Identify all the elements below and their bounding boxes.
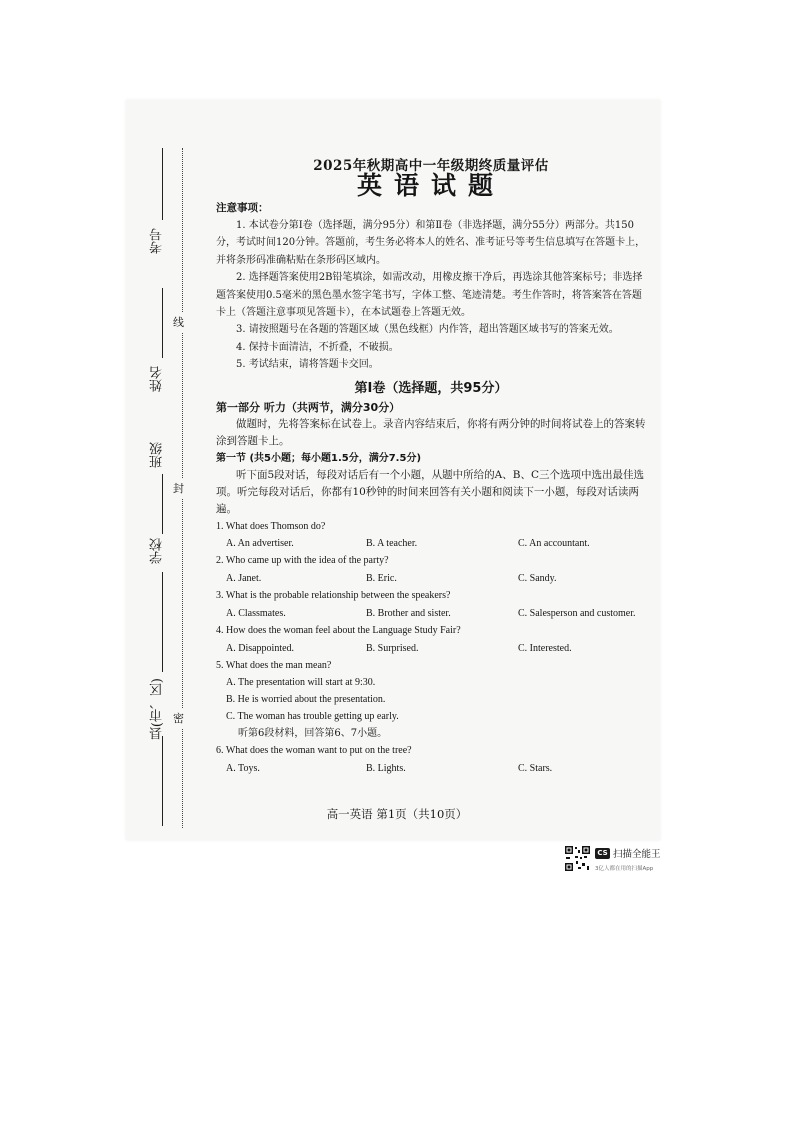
question-options (216, 640, 646, 657)
name-field[interactable] (140, 288, 172, 418)
seal-char-line: 线 (173, 312, 184, 332)
option-a: A. Classmates. (226, 607, 286, 619)
note-item: 1. 本试卷分第Ⅰ卷（选择题，满分95分）和第Ⅱ卷（非选择题，满分55分）两部分。共150分，考试时间120分钟。答题前，考生务必将本人的姓名、准考证号等考生信息填写在答题卡上，并将条形码准确粘贴在条形码区域内。 (216, 220, 646, 266)
option-b: B. He is worried about the presentation. (226, 694, 386, 706)
option-c: C. The woman has trouble getting up early. (226, 711, 399, 723)
part-title: 第一部分 听力（共两节，满分30分） (216, 400, 401, 414)
seal-char-secret: 密 (173, 708, 184, 728)
option-c: C. An accountant. (518, 538, 590, 550)
subsection-instruction: 听下面5段对话，每段对话后有一个小题，从题中所给的A、B、C三个选项中选出最佳选项。听完每段对话后，你都有10秒钟的时间来回答有关小题和阅读下一小题，每段对话读两遍。 (216, 468, 645, 515)
option-a: A. The presentation will start at 9:30. (226, 677, 376, 689)
name-label: 姓名 (150, 366, 165, 392)
section2-instruction: 听第6段材料，回答第6、7小题。 (238, 728, 388, 740)
note-item: 2. 选择题答案使用2B铅笔填涂，如需改动，用橡皮擦干净后，再选涂其他答案标号；非选择题答案使用0.5毫米的黑色墨水签字笔书写，字体工整、笔迹清楚。考生作答时，将答案答在答题卡上（答题注意事项见答题卡），在本试题卷上答题无效。 (216, 272, 643, 319)
school-field[interactable] (140, 538, 172, 688)
subject-title: 英语试题 (356, 171, 505, 200)
option-a: A. Toys. (226, 762, 260, 774)
notes-heading: 注意事项： (216, 202, 269, 214)
question-options (216, 760, 646, 777)
question-stem: 6. What does the woman want to put on the tree? (216, 745, 412, 757)
note-item: 5. 考试结束，请将答题卡交回。 (236, 359, 379, 371)
qr-code-icon (564, 845, 591, 872)
class-blank[interactable] (162, 474, 163, 534)
option-c: C. Interested. (518, 642, 572, 654)
option-b: B. Surprised. (366, 642, 419, 654)
exam-title: 2025年秋期高中一年级期终质量评估 (313, 158, 549, 174)
subsection-title: 第一节 (共5小题；每小题1.5分，满分7.5分) (216, 452, 422, 464)
option-b: B. Brother and sister. (366, 607, 451, 619)
cs-logo: CS (595, 848, 610, 859)
question-stem: 1. What does Thomson do? (216, 520, 326, 532)
question-stem: 2. Who came up with the idea of the party? (216, 555, 389, 567)
county-label: 县(市、区) (150, 678, 165, 741)
option-b: B. Lights. (366, 762, 406, 774)
option-b: B. A teacher. (366, 538, 418, 550)
question-options (216, 570, 646, 587)
class-field[interactable] (140, 428, 172, 548)
scanner-tagline: 3亿人都在用的扫描App (595, 866, 654, 872)
option-c: C. Sandy. (518, 572, 557, 584)
section-title: 第Ⅰ卷（选择题，共95分） (354, 380, 508, 396)
school-blank[interactable] (162, 572, 163, 672)
option-a: A. Janet. (226, 572, 262, 584)
exam-number-field[interactable] (140, 148, 172, 268)
question-options (216, 535, 646, 552)
option-a: A. Disappointed. (226, 642, 295, 654)
option-b: B. Eric. (366, 572, 397, 584)
binding-margin (140, 148, 196, 828)
note-item: 4. 保持卡面清洁，不折叠，不破损。 (236, 341, 399, 353)
option-a: A. An advertiser. (226, 538, 294, 550)
page-footer: 高一英语 第1页（共10页） (326, 807, 468, 821)
question-stem: 3. What is the probable relationship between the speakers? (216, 590, 451, 602)
note-item: 3. 请按照题号在各题的答题区域（黑色线框）内作答，超出答题区域书写的答案无效。 (236, 324, 619, 336)
scanner-app-name: 扫描全能王 (613, 849, 661, 860)
exam-content (216, 158, 646, 777)
school-label: 学校 (150, 538, 165, 564)
exam-number-blank[interactable] (162, 148, 163, 220)
question-stem: 5. What does the man mean? (216, 659, 332, 671)
part-instruction: 做题时，先将答案标在试卷上。录音内容结束后，你将有两分钟的时间将试卷上的答案转涂到答题卡上。 (216, 417, 646, 447)
class-label: 班级 (150, 442, 165, 468)
question-stem: 4. How does the woman feel about the Language Study Fair? (216, 625, 461, 637)
option-c: C. Salesperson and customer. (518, 607, 636, 619)
exam-number-label: 考号 (150, 228, 165, 254)
scanner-watermark (564, 845, 684, 877)
name-blank[interactable] (162, 288, 163, 358)
option-c: C. Stars. (518, 762, 553, 774)
question-options (216, 605, 646, 622)
seal-char-seal: 封 (173, 478, 184, 498)
